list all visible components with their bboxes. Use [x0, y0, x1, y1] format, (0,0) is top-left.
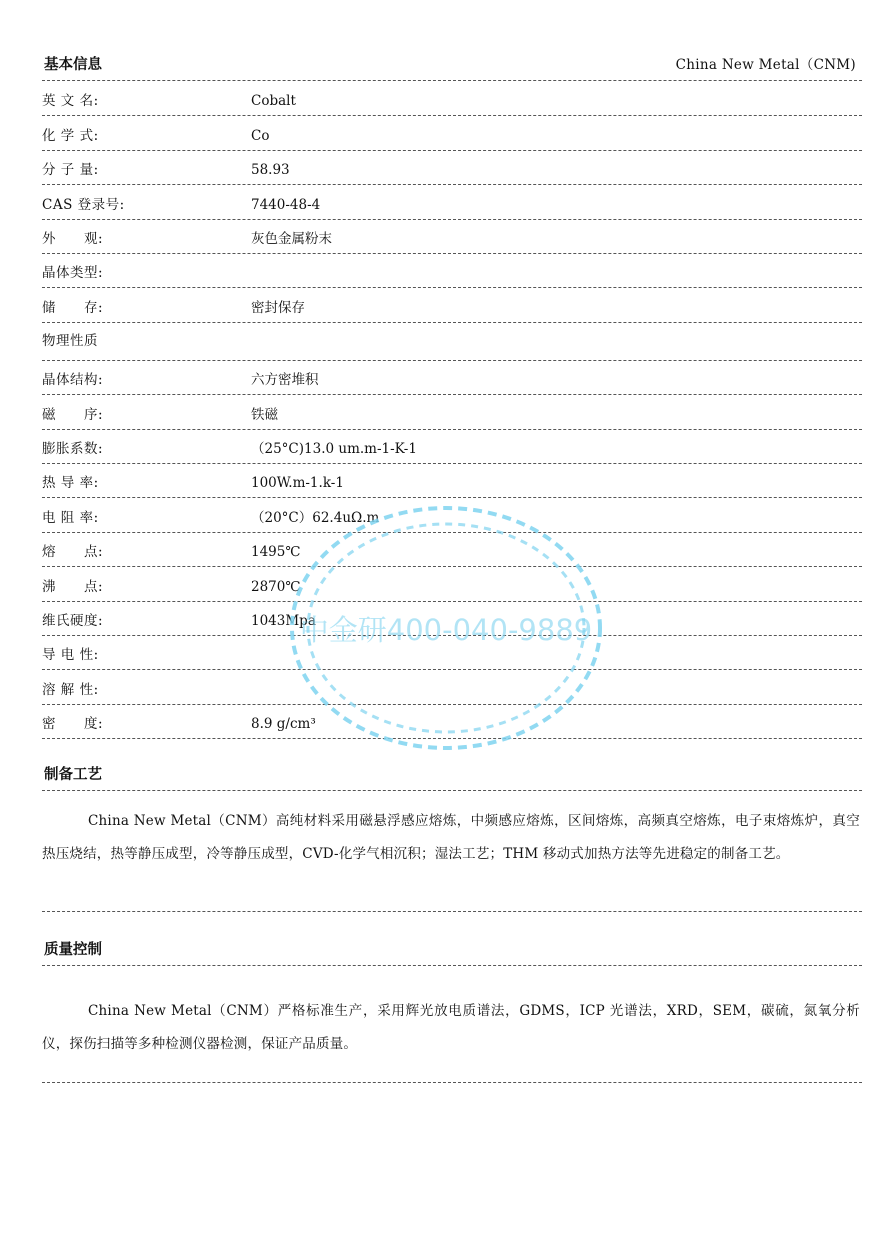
property-row — [42, 360, 862, 395]
property-value: 六方密堆积 — [251, 372, 319, 389]
basic-info-header — [42, 50, 862, 81]
property-row — [42, 219, 862, 254]
property-label: 溶 解 性: — [42, 681, 99, 698]
property-label: 晶体结构: — [42, 372, 104, 389]
property-label: 外 观: — [42, 230, 104, 247]
property-label: 热 导 率: — [42, 475, 99, 492]
property-value: 2870℃ — [251, 578, 301, 595]
property-value: （25°C)13.0 um.m-1-K-1 — [251, 440, 417, 457]
property-value: 7440-48-4 — [251, 196, 321, 213]
property-row — [42, 532, 862, 567]
property-label: CAS 登录号: — [42, 196, 125, 213]
property-value: 铁磁 — [251, 406, 278, 423]
property-label: 晶体类型: — [42, 265, 104, 282]
property-row — [42, 463, 862, 498]
property-row — [42, 566, 862, 601]
preparation-header — [42, 760, 862, 791]
property-value: 1495℃ — [251, 544, 301, 561]
preparation-title: 制备工艺 — [44, 767, 102, 783]
property-row — [42, 429, 862, 464]
property-label: 化 学 式: — [42, 127, 99, 144]
property-row — [42, 150, 862, 185]
physical-properties-title: 物理性质 — [42, 332, 98, 349]
property-value: Co — [251, 127, 270, 144]
property-row — [42, 287, 862, 322]
property-row — [42, 497, 862, 532]
property-value: 1043Mpa — [251, 612, 316, 629]
quality-control-header — [42, 935, 862, 966]
property-label: 维氏硬度: — [42, 612, 104, 629]
property-value: 8.9 g/cm³ — [251, 716, 316, 733]
property-label: 导 电 性: — [42, 647, 99, 664]
property-row — [42, 635, 862, 670]
property-label: 磁 序: — [42, 406, 104, 423]
quality-control-title: 质量控制 — [44, 942, 102, 958]
property-value: 58.93 — [251, 162, 290, 179]
property-label: 密 度: — [42, 716, 104, 733]
quality-control-paragraph: China New Metal（CNM）严格标准生产，采用辉光放电质谱法，GDMS，ICP 光谱法，XRD，SEM，碳硫，氮氧分析仪，探伤扫描等多种检测仪器检测，保证产品质量。 — [42, 1003, 860, 1052]
property-value: Cobalt — [251, 93, 296, 110]
property-value: （20°C）62.4uΩ.m — [251, 509, 380, 526]
physical-properties-header — [42, 322, 862, 361]
property-row — [42, 81, 862, 116]
property-label: 分 子 量: — [42, 162, 99, 179]
property-label: 英 文 名: — [42, 93, 99, 110]
property-value: 灰色金属粉末 — [251, 230, 332, 247]
property-label: 沸 点: — [42, 578, 104, 595]
brand-name: China New Metal（CNM) — [675, 57, 856, 73]
watermark-text: 中金研400-040-9889 — [299, 613, 593, 647]
property-label: 电 阻 率: — [42, 509, 99, 526]
property-row — [42, 704, 862, 739]
property-label: 膨胀系数: — [42, 440, 104, 457]
property-value: 密封保存 — [251, 299, 305, 316]
property-row — [42, 394, 862, 429]
property-row — [42, 669, 862, 704]
divider — [42, 911, 862, 912]
preparation-paragraph: China New Metal（CNM）高纯材料采用磁悬浮感应熔炼，中频感应熔炼，区间熔炼，高频真空熔炼，电子束熔炼炉，真空热压烧结，热等静压成型，冷等静压成型，CVD-化学气相沉积；湿法工艺；THM 移动式加热方法等先进稳定的制备工艺。 — [42, 813, 860, 862]
property-value: 100W.m-1.k-1 — [251, 475, 344, 492]
property-row — [42, 115, 862, 150]
basic-info-title: 基本信息 — [44, 57, 102, 73]
property-row — [42, 184, 862, 219]
property-label: 熔 点: — [42, 544, 104, 561]
property-row — [42, 601, 862, 636]
divider — [42, 1082, 862, 1083]
property-row — [42, 253, 862, 288]
property-label: 储 存: — [42, 299, 104, 316]
